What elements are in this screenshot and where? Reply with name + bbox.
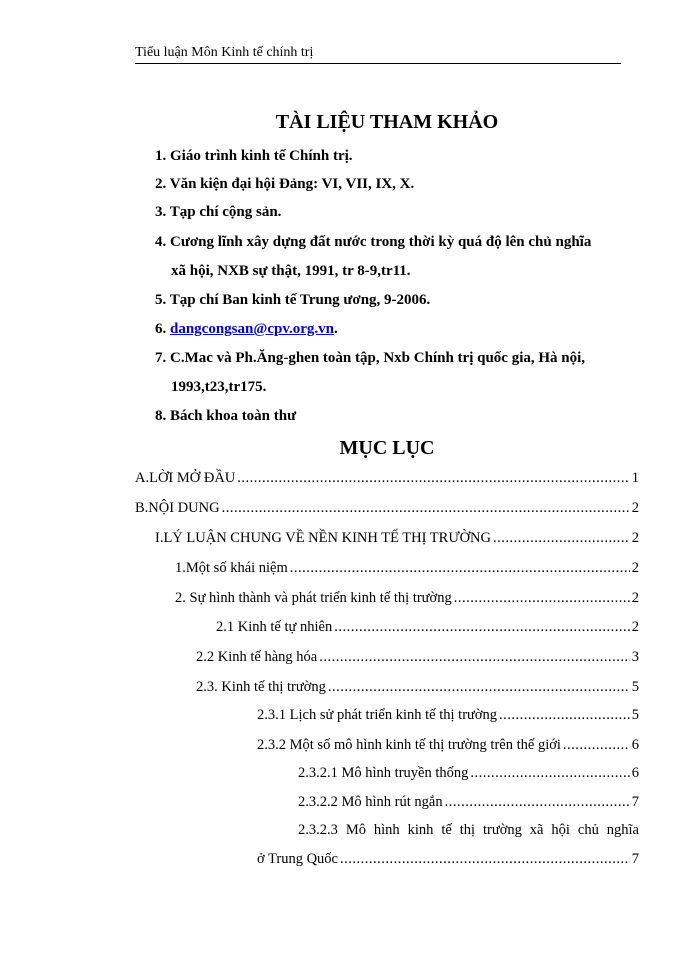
toc-leader xyxy=(454,590,630,607)
reference-item: 2. Văn kiện đại hội Đảng: VI, VII, IX, X. xyxy=(155,176,415,192)
toc-entry[interactable]: 2.3.2.1 Mô hình truyền thống ..... 6 xyxy=(298,765,639,787)
toc-entry[interactable]: B.NỘI DUNG ..... 2 xyxy=(135,500,639,522)
toc-leader xyxy=(334,619,630,636)
toc-entry[interactable]: 2.1 Kinh tế tự nhiên ..... 2 xyxy=(216,619,639,641)
reference-item: 8. Bách khoa toàn thư xyxy=(155,408,297,424)
header-text: Tiểu luận Môn Kinh tế chính trị xyxy=(135,45,314,60)
toc-leader xyxy=(290,560,630,577)
toc-leader xyxy=(319,649,630,666)
references-title: TÀI LIỆU THAM KHẢO xyxy=(275,111,499,133)
toc-entry[interactable]: 2.2 Kinh tế hàng hóa ..... 3 xyxy=(196,649,639,671)
toc-leader xyxy=(563,737,630,754)
reference-item-continuation: xã hội, NXB sự thật, 1991, tr 8-9,tr11. xyxy=(171,263,411,279)
reference-item: 3. Tạp chí cộng sản. xyxy=(155,204,282,220)
toc-entry[interactable]: 2. Sự hình thành và phát triển kinh tế thị trường ..... 2 xyxy=(175,590,639,612)
toc-leader xyxy=(470,765,629,782)
toc-leader xyxy=(328,679,630,696)
reference-item: 5. Tạp chí Ban kinh tế Trung ương, 9-2006. xyxy=(155,292,431,308)
toc-leader xyxy=(445,794,630,811)
toc-leader xyxy=(340,851,630,868)
reference-item: 7. C.Mac và Ph.Ăng-ghen toàn tập, Nxb Chính trị quốc gia, Hà nội, xyxy=(155,350,586,366)
toc-entry[interactable]: I.LÝ LUẬN CHUNG VỀ NỀN KINH TẾ THỊ TRƯỜNG ..... 2 xyxy=(155,530,639,552)
toc-entry[interactable]: 2.3. Kinh tế thị trường ..... 5 xyxy=(196,679,639,701)
toc-leader xyxy=(493,530,630,547)
reference-item: 6. dangcongsan@cpv.org.vn. xyxy=(155,321,338,337)
toc-leader xyxy=(222,500,630,517)
toc-entry[interactable]: 2.3.1 Lịch sử phát triển kinh tế thị trường ..... 5 xyxy=(257,707,639,729)
reference-item: 1. Giáo trình kinh tế Chính trị. xyxy=(155,148,353,164)
toc-leader xyxy=(499,707,630,724)
toc-entry[interactable]: ở Trung Quốc ..... 7 xyxy=(257,851,639,873)
toc-leader xyxy=(237,470,629,487)
toc-entry[interactable]: A.LỜI MỞ ĐẦU ..... 1 xyxy=(135,470,639,492)
reference-item: 4. Cương lĩnh xây dựng đất nước trong thời kỳ quá độ lên chủ nghĩa xyxy=(155,234,592,250)
reference-item-continuation: 1993,t23,tr175. xyxy=(171,379,267,395)
toc-entry[interactable]: 1.Một số khái niệm ..... 2 xyxy=(175,560,639,582)
toc-entry[interactable]: 2.3.2 Một số mô hình kinh tế thị trường trên thế giới ..... 6 xyxy=(257,737,639,759)
email-link[interactable]: dangcongsan@cpv.org.vn xyxy=(170,321,334,337)
toc-entry[interactable]: 2.3.2.3 Mô hình kinh tế thị trường xã hội chủ nghĩa xyxy=(298,822,639,838)
toc-entry[interactable]: 2.3.2.2 Mô hình rút ngắn ..... 7 xyxy=(298,794,639,816)
toc-title: MỤC LỤC xyxy=(339,437,435,459)
